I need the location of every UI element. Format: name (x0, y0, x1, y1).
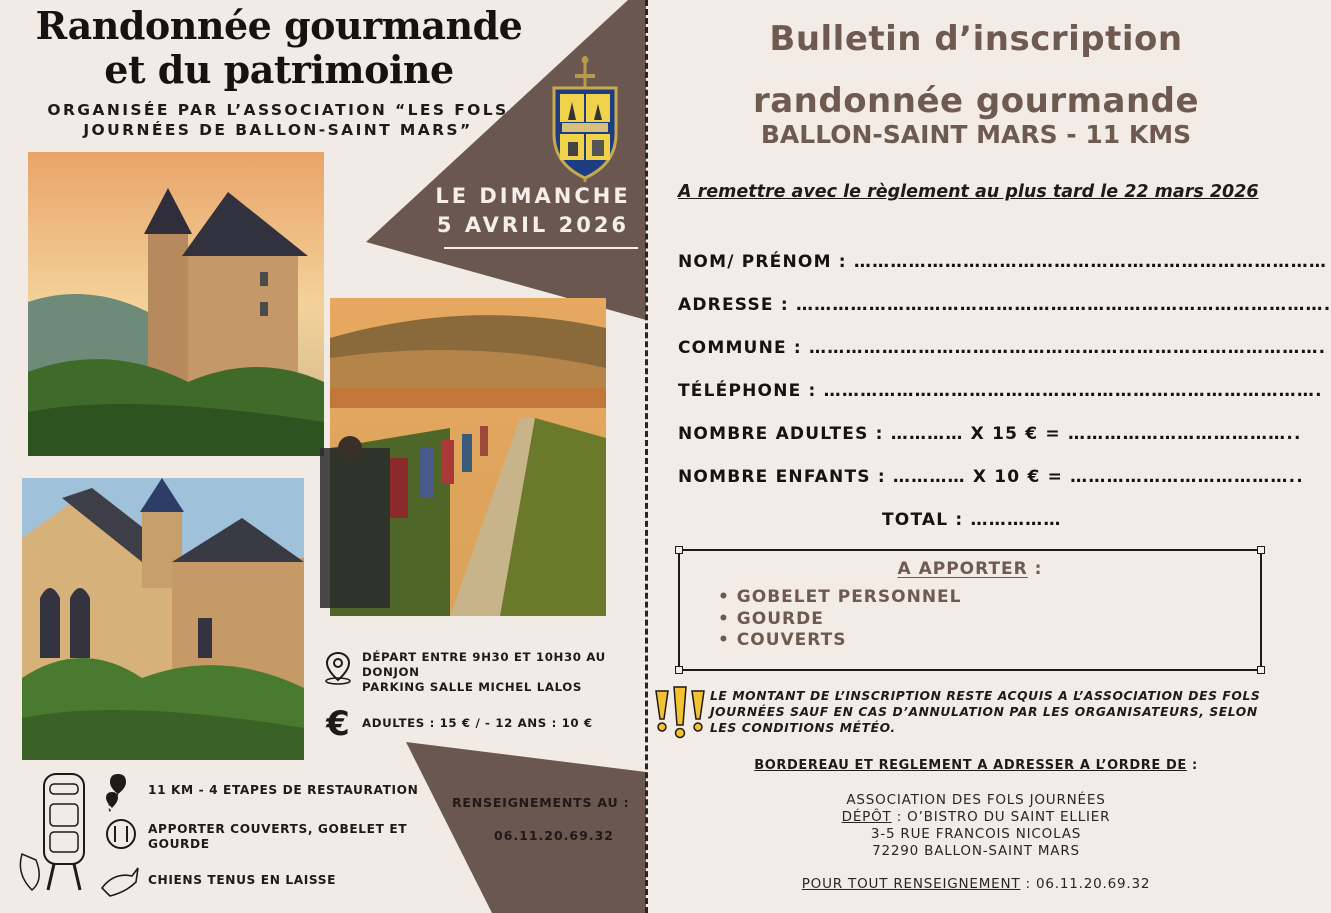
castle-photo (28, 152, 324, 456)
organizer-text: ORGANISÉE PAR L’ASSOCIATION “LES FOLS JOURNÉES DE BALLON-SAINT MARS” (47, 101, 509, 139)
address-line: 72290 BALLON-SAINT MARS (872, 843, 1080, 859)
cut-line (645, 0, 648, 913)
list-item: • GOBELET PERSONNEL (718, 587, 962, 609)
field-nombre-adultes[interactable]: NOMBRE ADULTES : ………… X 15 € = ……………………………….. (678, 424, 1302, 444)
event-date: 5 AVRIL 2026 (436, 213, 630, 237)
postal-address (676, 792, 1276, 860)
field-nombre-enfants[interactable]: NOMBRE ENFANTS : ………… X 10 € = ……………………………….. (678, 467, 1304, 487)
price-info (322, 706, 593, 742)
parking-text: PARKING SALLE MICHEL LALOS (362, 680, 583, 694)
renseignements-label: RENSEIGNEMENTS AU : (452, 795, 630, 810)
form-subtitle: BALLON-SAINT MARS - 11 KMS (760, 120, 1192, 149)
apporter-list (718, 587, 962, 652)
feature-distance: 11 KM - 4 ETAPES DE RESTAURATION (148, 783, 419, 797)
warning-text: LE MONTANT DE L’INSCRIPTION RESTE ACQUIS A L’ASSOCIATION DES FOLS JOURNÉES SAUF EN CAS D’ANNULATION PAR LES ORGANISATEURS, SELON LES CONDITIONS MÉTÉO. (710, 689, 1261, 735)
apporter-box (678, 549, 1262, 671)
list-item: • GOURDE (718, 609, 962, 631)
feature-dogs: CHIENS TENUS EN LAISSE (148, 873, 337, 887)
field-telephone[interactable]: TÉLÉPHONE : ………………………………………………………………………. (678, 381, 1323, 401)
event-title: Randonnée gourmande et du patrimoine (35, 3, 523, 92)
departure-text: DÉPART ENTRE 9H30 ET 10H30 AU DONJON (362, 650, 606, 679)
renseignements-phone: 06.11.20.69.32 (494, 828, 614, 843)
euro-icon: € (326, 704, 350, 744)
bordereau-heading: BORDEREAU ET REGLEMENT A ADRESSER A L’ORDRE DE : (754, 758, 1198, 773)
event-date-day: LE DIMANCHE (435, 184, 631, 208)
church-photo (22, 478, 304, 760)
hikers-vineyard-photo (330, 298, 606, 616)
field-total[interactable]: TOTAL : …………… (882, 510, 1062, 530)
feature-equipment: APPORTER COUVERTS, GOBELET ET GOURDE (148, 822, 408, 851)
field-nom-prenom[interactable]: NOM/ PRÉNOM : …………………………………………………………………… (678, 252, 1328, 272)
address-line: 3-5 RUE FRANCOIS NICOLAS (870, 826, 1082, 842)
contact-footer: POUR TOUT RENSEIGNEMENT : 06.11.20.69.32 (801, 876, 1151, 892)
date-underline (444, 247, 638, 249)
hiker-illustration (14, 764, 146, 904)
field-commune[interactable]: COMMUNE : …………………………………………………………………………. (678, 338, 1327, 358)
association-crest-logo (548, 54, 622, 186)
list-item: • COUVERTS (718, 630, 962, 652)
address-depot: DÉPÔT : O’BISTRO DU SAINT ELLIER (841, 809, 1111, 825)
form-deadline: A remettre avec le règlement au plus tard le 22 mars 2026 (678, 182, 1259, 202)
address-line: ASSOCIATION DES FOLS JOURNÉES (846, 792, 1106, 808)
price-text: ADULTES : 15 € / - 12 ANS : 10 € (362, 716, 593, 730)
departure-info (322, 650, 612, 695)
location-pin-icon (322, 650, 354, 686)
apporter-title: A APPORTER : (897, 559, 1043, 579)
field-adresse[interactable]: ADRESSE : ……………………………………………………………………………. (678, 295, 1331, 315)
warning-icon (652, 685, 708, 741)
form-title: Bulletin d’inscription randonnée gourmande (752, 19, 1200, 121)
left-panel (0, 0, 645, 913)
